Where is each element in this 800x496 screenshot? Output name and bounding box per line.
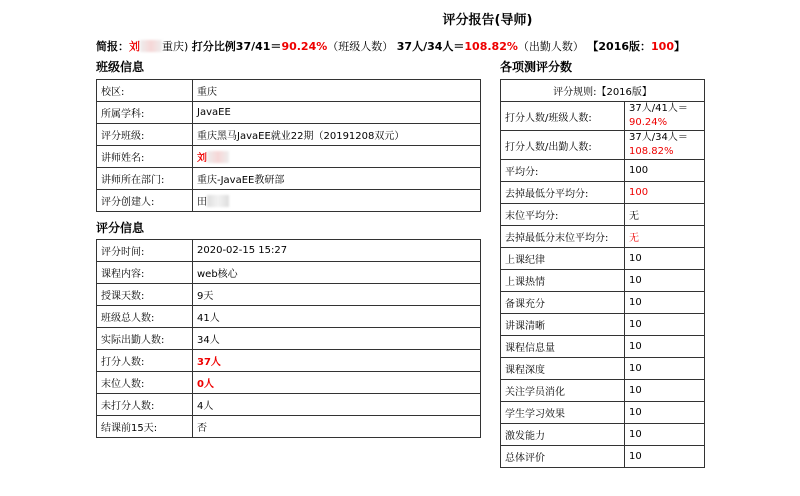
- cell-value: 10: [625, 402, 705, 424]
- table-row: [501, 358, 705, 380]
- summary-name: 刘: [129, 40, 140, 53]
- cell-label: 所属学科:: [97, 102, 193, 124]
- cell-value: 10: [625, 292, 705, 314]
- cell-value: 2020-02-15 15:27: [193, 240, 481, 262]
- cell-label: 评分创建人:: [97, 190, 193, 212]
- cell-value: 10: [625, 314, 705, 336]
- table-row: [501, 424, 705, 446]
- cell-value: 4人: [193, 394, 481, 416]
- cell-label: 课程内容:: [97, 262, 193, 284]
- summary-attend-label: 37人/34人＝: [396, 40, 465, 53]
- cell-label: 授课天数:: [97, 284, 193, 306]
- table-row: [501, 248, 705, 270]
- cell-value: 重庆-JavaEE教研部: [193, 168, 481, 190]
- cell-value: 41人: [193, 306, 481, 328]
- cell-value: 34人: [193, 328, 481, 350]
- table-row: [501, 204, 705, 226]
- table-row: [501, 292, 705, 314]
- table-row: [97, 168, 481, 190]
- cell-label: 打分人数/出勤人数:: [501, 131, 625, 160]
- eval-info-table: [96, 239, 481, 438]
- cell-label: 讲课清晰: [501, 314, 625, 336]
- summary-version-close: 】: [673, 40, 685, 53]
- cell-value: 37人: [193, 350, 481, 372]
- cell-label: 讲师所在部门:: [97, 168, 193, 190]
- cell-label: 末位平均分:: [501, 204, 625, 226]
- cell-label: 评分班级:: [97, 124, 193, 146]
- cell-value: 否: [193, 416, 481, 438]
- cell-value: JavaEE: [193, 102, 481, 124]
- table-row: [501, 160, 705, 182]
- cell-value: 10: [625, 248, 705, 270]
- table-row: [501, 270, 705, 292]
- cell-label: 关注学员消化: [501, 380, 625, 402]
- summary-prefix: 简报：: [96, 40, 129, 53]
- cell-value: 10: [625, 270, 705, 292]
- cell-value: 重庆黑马JavaEE就业22期（20191208双元）: [193, 124, 481, 146]
- cell-label: 备课充分: [501, 292, 625, 314]
- summary-ratio-note: （班级人数）: [327, 40, 394, 53]
- summary-ratio-value: 90.24%: [281, 40, 328, 53]
- summary-attend-note: （出勤人数）: [517, 40, 584, 53]
- attend-percent: 108.82%: [629, 146, 674, 157]
- table-row: [97, 284, 481, 306]
- cell-label: 打分人数:: [97, 350, 193, 372]
- scores-heading: 各项测评分数: [500, 60, 573, 74]
- table-row: [501, 446, 705, 468]
- cell-label: 打分人数/班级人数:: [501, 102, 625, 131]
- cell-value: 10: [625, 358, 705, 380]
- cell-label: 总体评价: [501, 446, 625, 468]
- ratio-fraction: 37人/41人＝: [629, 103, 688, 114]
- redacted-teacher-name: [207, 151, 229, 163]
- table-row: [97, 394, 481, 416]
- page-title: 评分报告(导师): [442, 13, 533, 28]
- rule-header: 评分规则:【2016版】: [501, 80, 705, 102]
- summary-ratio-label: 打分比例37/41＝: [191, 40, 282, 53]
- scores-table: [500, 79, 705, 468]
- table-row: [501, 102, 705, 131]
- cell-value: [193, 146, 481, 168]
- table-row: [501, 336, 705, 358]
- table-row: [501, 80, 705, 102]
- cell-label: 班级总人数:: [97, 306, 193, 328]
- table-row: [97, 102, 481, 124]
- cell-value: 100: [625, 182, 705, 204]
- cell-value: 10: [625, 336, 705, 358]
- cell-value: 10: [625, 446, 705, 468]
- cell-label: 去掉最低分末位平均分:: [501, 226, 625, 248]
- cell-value: 无: [625, 226, 705, 248]
- cell-label: 未打分人数:: [97, 394, 193, 416]
- summary-version-value: 100: [651, 40, 674, 53]
- summary-line: [96, 38, 685, 54]
- cell-value: web核心: [193, 262, 481, 284]
- cell-label: 结课前15天:: [97, 416, 193, 438]
- table-row: [97, 306, 481, 328]
- table-row: [97, 372, 481, 394]
- cell-label: 学生学习效果: [501, 402, 625, 424]
- class-info-heading: 班级信息: [96, 60, 145, 74]
- attend-fraction: 37人/34人＝: [629, 132, 688, 143]
- table-row: [97, 240, 481, 262]
- cell-label: 课程信息量: [501, 336, 625, 358]
- cell-value: 无: [625, 204, 705, 226]
- cell-value: [193, 190, 481, 212]
- table-row: [501, 226, 705, 248]
- table-row: [501, 314, 705, 336]
- table-row: [97, 328, 481, 350]
- cell-label: 讲师姓名:: [97, 146, 193, 168]
- table-row: [97, 146, 481, 168]
- cell-value: 0人: [193, 372, 481, 394]
- summary-version-label: 【2016版：: [587, 40, 652, 53]
- table-row: [97, 190, 481, 212]
- table-row: [501, 380, 705, 402]
- cell-label: 激发能力: [501, 424, 625, 446]
- eval-info-heading: 评分信息: [96, 221, 145, 235]
- cell-label: 评分时间:: [97, 240, 193, 262]
- cell-label: 上课热情: [501, 270, 625, 292]
- cell-value: 重庆: [193, 80, 481, 102]
- cell-value: 100: [625, 160, 705, 182]
- table-row: [97, 80, 481, 102]
- redacted-creator-name: [207, 195, 229, 207]
- cell-value: 10: [625, 424, 705, 446]
- table-row: [501, 131, 705, 160]
- creator-name: 田: [197, 197, 207, 208]
- table-row: [501, 182, 705, 204]
- teacher-name: 刘: [197, 153, 207, 164]
- cell-value: 10: [625, 380, 705, 402]
- cell-value: [625, 131, 705, 160]
- class-info-table: [96, 79, 481, 212]
- summary-attend-value: 108.82%: [464, 40, 518, 53]
- cell-label: 实际出勤人数:: [97, 328, 193, 350]
- cell-label: 平均分:: [501, 160, 625, 182]
- table-row: [97, 262, 481, 284]
- table-row: [97, 416, 481, 438]
- cell-label: 末位人数:: [97, 372, 193, 394]
- table-row: [501, 402, 705, 424]
- cell-value: 9天: [193, 284, 481, 306]
- table-row: [97, 350, 481, 372]
- cell-label: 课程深度: [501, 358, 625, 380]
- cell-label: 上课纪律: [501, 248, 625, 270]
- ratio-percent: 90.24%: [629, 117, 668, 128]
- cell-label: 去掉最低分平均分:: [501, 182, 625, 204]
- summary-city: 重庆): [162, 40, 189, 53]
- redacted-name: [140, 40, 162, 52]
- cell-value: [625, 102, 705, 131]
- cell-label: 校区:: [97, 80, 193, 102]
- table-row: [97, 124, 481, 146]
